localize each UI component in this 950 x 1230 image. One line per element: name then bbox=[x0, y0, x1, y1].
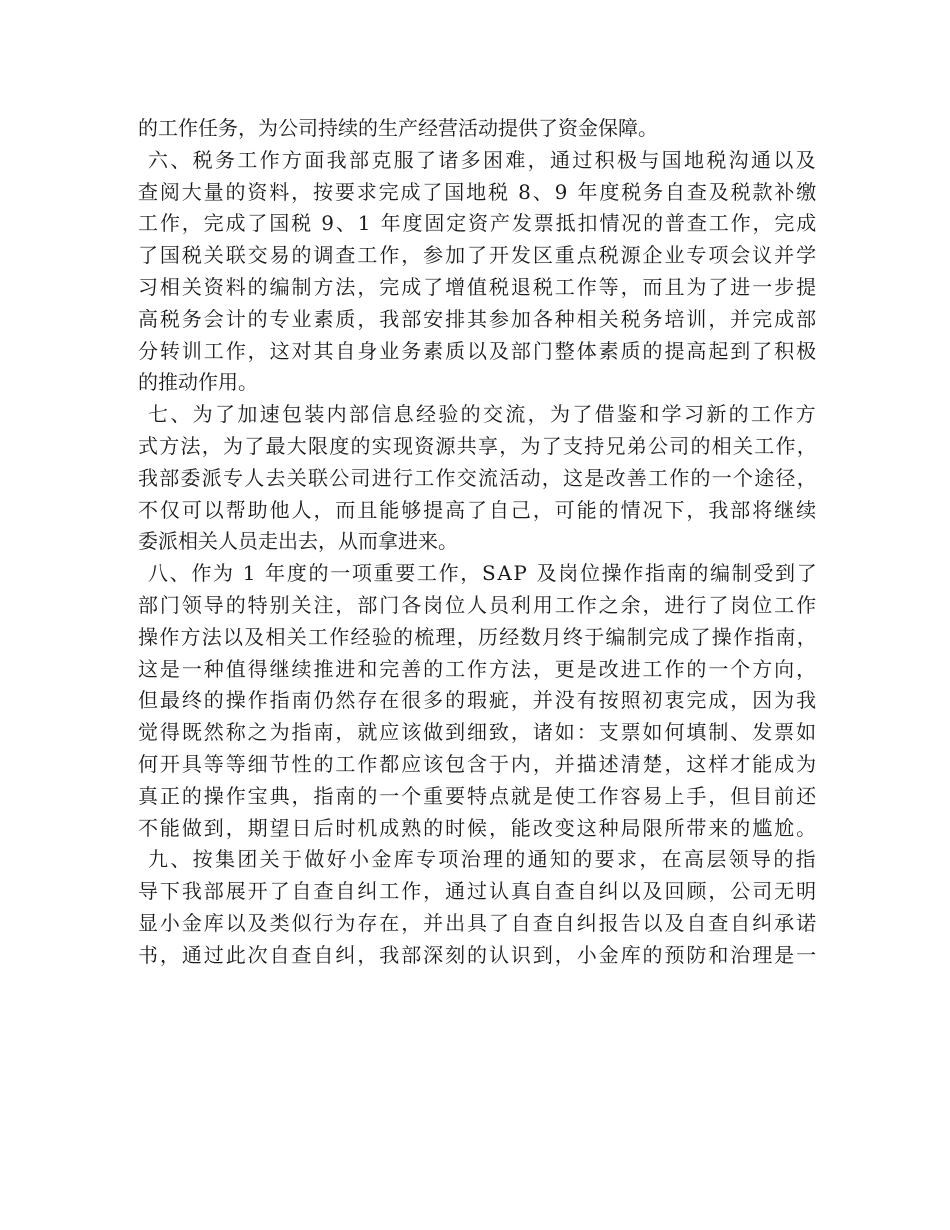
text-line: 六、税务工作方面我部克服了诸多困难，通过积极与国地税沟通以及 bbox=[148, 147, 818, 172]
text-line: 了国税关联交易的调查工作，参加了开发区重点税源企业专项会议并学 bbox=[138, 243, 818, 268]
text-line: 不能做到，期望日后时机成熟的时候，能改变这种局限所带来的尴尬。 bbox=[138, 815, 818, 840]
text-line: 何开具等等细节性的工作都应该包含于内，并描述清楚，这样才能成为 bbox=[138, 751, 818, 776]
text-line: 查阅大量的资料，按要求完成了国地税 8、9 年度税务自查及税款补缴 bbox=[138, 179, 819, 204]
text-line: 工作，完成了国税 9、1 年度固定资产发票抵扣情况的普查工作，完成 bbox=[138, 211, 819, 236]
text-line: 操作方法以及相关工作经验的梳理，历经数月终于编制完成了操作指南， bbox=[138, 624, 818, 649]
text-line: 高税务会计的专业素质，我部安排其参加各种相关税务培训，并完成部 bbox=[138, 306, 818, 331]
text-line: 真正的操作宝典，指南的一个重要特点就是使工作容易上手，但目前还 bbox=[138, 783, 818, 808]
text-line: 的工作任务，为公司持续的生产经营活动提供了资金保障。 bbox=[138, 116, 658, 140]
text-line: 导下我部展开了自查自纠工作，通过认真自查自纠以及回顾，公司无明 bbox=[138, 879, 818, 904]
text-line: 的推动作用。 bbox=[138, 370, 258, 395]
text-line: 显小金库以及类似行为存在，并出具了自查自纠报告以及自查自纠承诺 bbox=[138, 910, 818, 935]
text-line: 这是一种值得继续推进和完善的工作方法，更是改进工作的一个方向， bbox=[138, 656, 818, 681]
text-line: 不仅可以帮助他人，而且能够提高了自己，可能的情况下，我部将继续 bbox=[138, 497, 818, 522]
text-line: 部门领导的特别关注，部门各岗位人员利用工作之余，进行了岗位工作 bbox=[138, 592, 818, 617]
text-line: 委派相关人员走出去，从而拿进来。 bbox=[138, 529, 458, 554]
text-line: 八、作为 1 年度的一项重要工作，SAP 及岗位操作指南的编制受到了 bbox=[148, 561, 819, 586]
document-body bbox=[138, 113, 818, 972]
text-line: 觉得既然称之为指南，就应该做到细致，诸如：支票如何填制、发票如 bbox=[138, 720, 818, 745]
text-line: 分转训工作，这对其自身业务素质以及部门整体素质的提高起到了积极 bbox=[138, 338, 818, 363]
text-line: 但最终的操作指南仍然存在很多的瑕疵，并没有按照初衷完成，因为我 bbox=[138, 688, 818, 713]
text-line: 书，通过此次自查自纠，我部深刻的认识到，小金库的预防和治理是一 bbox=[138, 942, 818, 967]
text-line: 七、为了加速包装内部信息经验的交流，为了借鉴和学习新的工作方 bbox=[148, 402, 818, 427]
text-line: 习相关资料的编制方法，完成了增值税退税工作等，而且为了进一步提 bbox=[138, 274, 818, 299]
text-line: 九、按集团关于做好小金库专项治理的通知的要求，在高层领导的指 bbox=[148, 847, 818, 872]
text-line: 我部委派专人去关联公司进行工作交流活动，这是改善工作的一个途径， bbox=[138, 465, 818, 490]
text-line: 式方法，为了最大限度的实现资源共享，为了支持兄弟公司的相关工作， bbox=[138, 433, 818, 458]
